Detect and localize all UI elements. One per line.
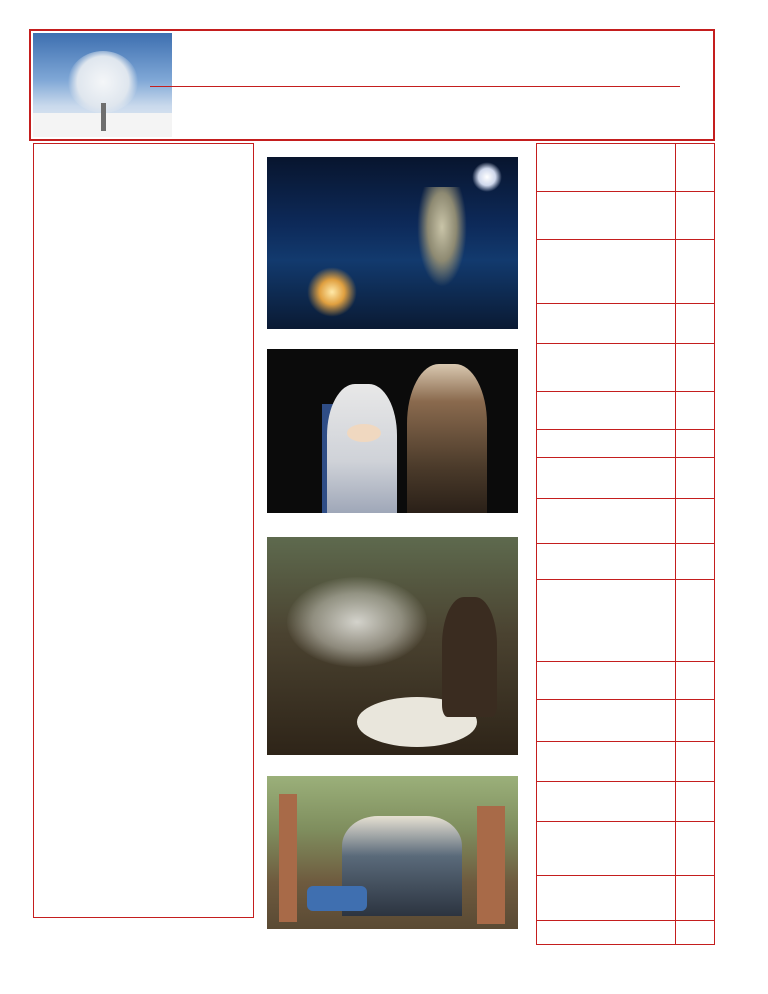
toc-item[interactable] [536, 782, 715, 822]
toc-item[interactable] [536, 876, 715, 921]
brick-pillar-left [279, 794, 297, 922]
toc-item[interactable] [536, 344, 715, 392]
toc-item[interactable] [536, 700, 715, 742]
holy-family-photo [267, 349, 518, 513]
toc-item[interactable] [536, 240, 715, 304]
toc-item[interactable] [536, 822, 715, 876]
toc-item[interactable] [536, 304, 715, 344]
winter-tree-photo [33, 33, 172, 137]
toc-item[interactable] [536, 662, 715, 700]
toc-item[interactable] [536, 921, 715, 945]
toc-item[interactable] [536, 499, 715, 544]
mary-figure [327, 384, 397, 513]
toc-item[interactable] [536, 580, 715, 662]
cheesemaker-figure [442, 597, 497, 717]
tree-trunk [101, 103, 106, 131]
joseph-figure [407, 364, 487, 513]
toc-item[interactable] [536, 430, 715, 458]
steam-cloud [287, 577, 427, 667]
wheelbarrow [307, 886, 367, 911]
toc-item[interactable] [536, 392, 715, 430]
toc-item[interactable] [536, 458, 715, 499]
title-divider [150, 86, 680, 87]
infant-figure [347, 424, 381, 442]
masthead-box [29, 29, 715, 141]
toc-item[interactable] [536, 143, 715, 192]
brick-pillar-right [477, 806, 505, 924]
article-frame [33, 143, 254, 918]
toc-item[interactable] [536, 742, 715, 782]
arch-construction-photo [267, 776, 518, 929]
lit-tree [417, 187, 467, 287]
nativity-hut-photo [267, 157, 518, 329]
lantern-glow [307, 267, 357, 317]
toc-item[interactable] [536, 192, 715, 240]
night-light [472, 162, 502, 192]
toc-item[interactable] [536, 544, 715, 580]
cheese-making-photo [267, 537, 518, 755]
